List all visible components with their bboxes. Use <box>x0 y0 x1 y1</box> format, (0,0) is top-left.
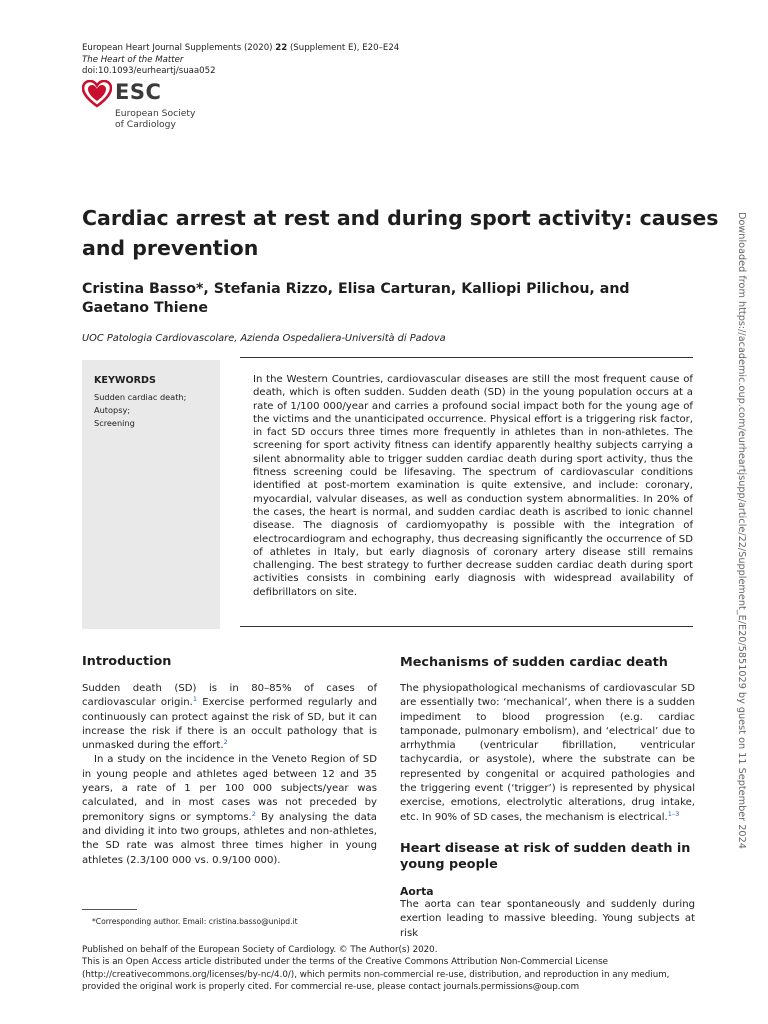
download-watermark: Downloaded from https://academic.oup.com/eurheartjsupp/article/22/Supplement_E/E20/5851029 by guest on 11 September 2024 <box>736 212 747 849</box>
journal-volume: 22 <box>275 43 288 53</box>
logo-wordmark: ESC <box>115 80 162 104</box>
section-heading-introduction: Introduction <box>82 654 172 669</box>
logo-subtitle: European Society of Cardiology <box>115 108 196 130</box>
subsection-heading-aorta: Aorta <box>400 885 434 898</box>
keywords-list <box>94 391 186 430</box>
paragraph: The physiopathological mechanisms of cardiovascular SD are essentially two: ‘mechanical’, when there is a sudden impediment to blood progression (e.g. cardiac tamponade, pulmonary embolism), and ‘electrical’ due to arrhythmia (ventricular fibrillation, ventricular tachycardia, or asystole), where the substrate can be represented by congenital or acquired pathologies and the triggering event (‘trigger’) is represented by physical exercise, emotions, electrolytic alterations, drug intake, etc. In 90% of SD cases, the mechanism is electrical.$^{1-3}$ <box>400 683 695 823</box>
article-authors: Cristina Basso*, Stefania Rizzo, Elisa Carturan, Kalliopi Pilichou, and Gaetano Thiene <box>82 281 630 316</box>
section-heading-heart-disease: Heart disease at risk of sudden death in young people <box>400 841 691 872</box>
introduction-body <box>82 682 377 868</box>
keyword-item: Screening <box>94 418 135 428</box>
license-statement: Published on behalf of the European Society of Cardiology. © The Author(s) 2020. This is an Open Access article distributed under the terms of the Creative Commons Attribution Non-Commercial License (http://creativecommons.org/licenses/by-nc/4.0/), which permits non-commercial re-use, distribution, and reproduction in any medium, provided the original work is properly cited. For commercial re-use, please contact journals.permissions@oup.com <box>82 945 670 992</box>
section-heading-mechanisms: Mechanisms of sudden cardiac death <box>400 655 668 670</box>
mechanisms-body <box>400 682 695 825</box>
citation-ref[interactable]: 2 <box>251 809 256 818</box>
heart-icon <box>82 80 112 108</box>
keywords-heading: KEYWORDS <box>94 375 156 386</box>
paragraph: In a study on the incidence in the Veneto Region of SD in young people and athletes aged between 12 and 35 years, a rate of 1 per 100 000 subjects/year was calculated, and in most cases was not preceded by premonitory signs or symptoms.$^2$ By analysing the data and dividing it into two groups, athletes and non-athletes, the SD rate was almost three times higher in young athletes (2.3/100 000 vs. 0.9/100 000). <box>82 754 377 866</box>
paragraph: Sudden death (SD) is in 80–85% of cases of cardiovascular origin.$^1$ Exercise performed regularly and continuously can protect against the risk of SD, but it can increase the risk if there is an occult pathology that is unmasked during the effort.$^2$ <box>82 683 377 752</box>
journal-section: The Heart of the Matter <box>82 54 184 65</box>
author-affiliation: UOC Patologia Cardiovascolare, Azienda Ospedaliera-Università di Padova <box>82 333 446 344</box>
esc-logo <box>82 80 282 136</box>
abstract-bottom-rule <box>240 626 693 627</box>
article-title: Cardiac arrest at rest and during sport activity: causes and prevention <box>82 206 719 260</box>
journal-issue: (Supplement E), E20–E24 <box>289 43 400 53</box>
footnote-rule <box>82 909 137 910</box>
journal-citation: European Heart Journal Supplements (2020) 22 (Supplement E), E20–E24 <box>82 43 400 53</box>
citation-ref[interactable]: 2 <box>223 738 228 747</box>
citation-ref[interactable]: 1 <box>192 695 197 704</box>
keyword-item: Sudden cardiac death; <box>94 392 187 402</box>
citation-ref[interactable]: 1–3 <box>667 809 680 818</box>
abstract-text: In the Western Countries, cardiovascular diseases are still the most frequent cause of death, which is often sudden. Sudden death (SD) in the young population occurs at a rate of 1/100 000/year and carries a profound social impact both for the young age of the victims and the unanticipated occurrence. Physical effort is a triggering risk factor, in fact SD occurs three times more frequently in athletes than in non-athletes. The screening for sport activity fitness can identify apparently healthy subjects carrying a silent abnormality able to trigger sudden cardiac death during sport activity, thus the fitness screening could be lifesaving. The spectrum of cardiovascular conditions identified at post-mortem examination is quite extensive, and include: coronary, myocardial, valvular diseases, as well as conduction system abnormalities. In 20% of the cases, the heart is normal, and sudden cardiac death is ascribed to ionic channel disease. The diagnosis of cardiomyopathy is possible with the integration of electrocardiogram and echography, thus decreasing significantly the occurrence of SD of athletes in Italy, but early diagnosis of coronary artery disease still remains challenging. The best strategy to further decrease sudden cardiac death during sport activities consists in combining early diagnosis with widespread availability of defibrillators on site. <box>253 374 693 598</box>
doi-link[interactable]: doi:10.1093/eurheartj/suaa052 <box>82 66 216 76</box>
journal-header <box>82 43 399 78</box>
keyword-item: Autopsy; <box>94 405 131 415</box>
keywords-box <box>82 360 220 629</box>
abstract-top-rule <box>240 357 693 358</box>
aorta-body: The aorta can tear spontaneously and suddenly during exertion leading to massive bleeding. Young subjects at risk <box>400 899 695 939</box>
corresponding-author-footnote: *Corresponding author. Email: cristina.basso@unipd.it <box>92 917 298 926</box>
